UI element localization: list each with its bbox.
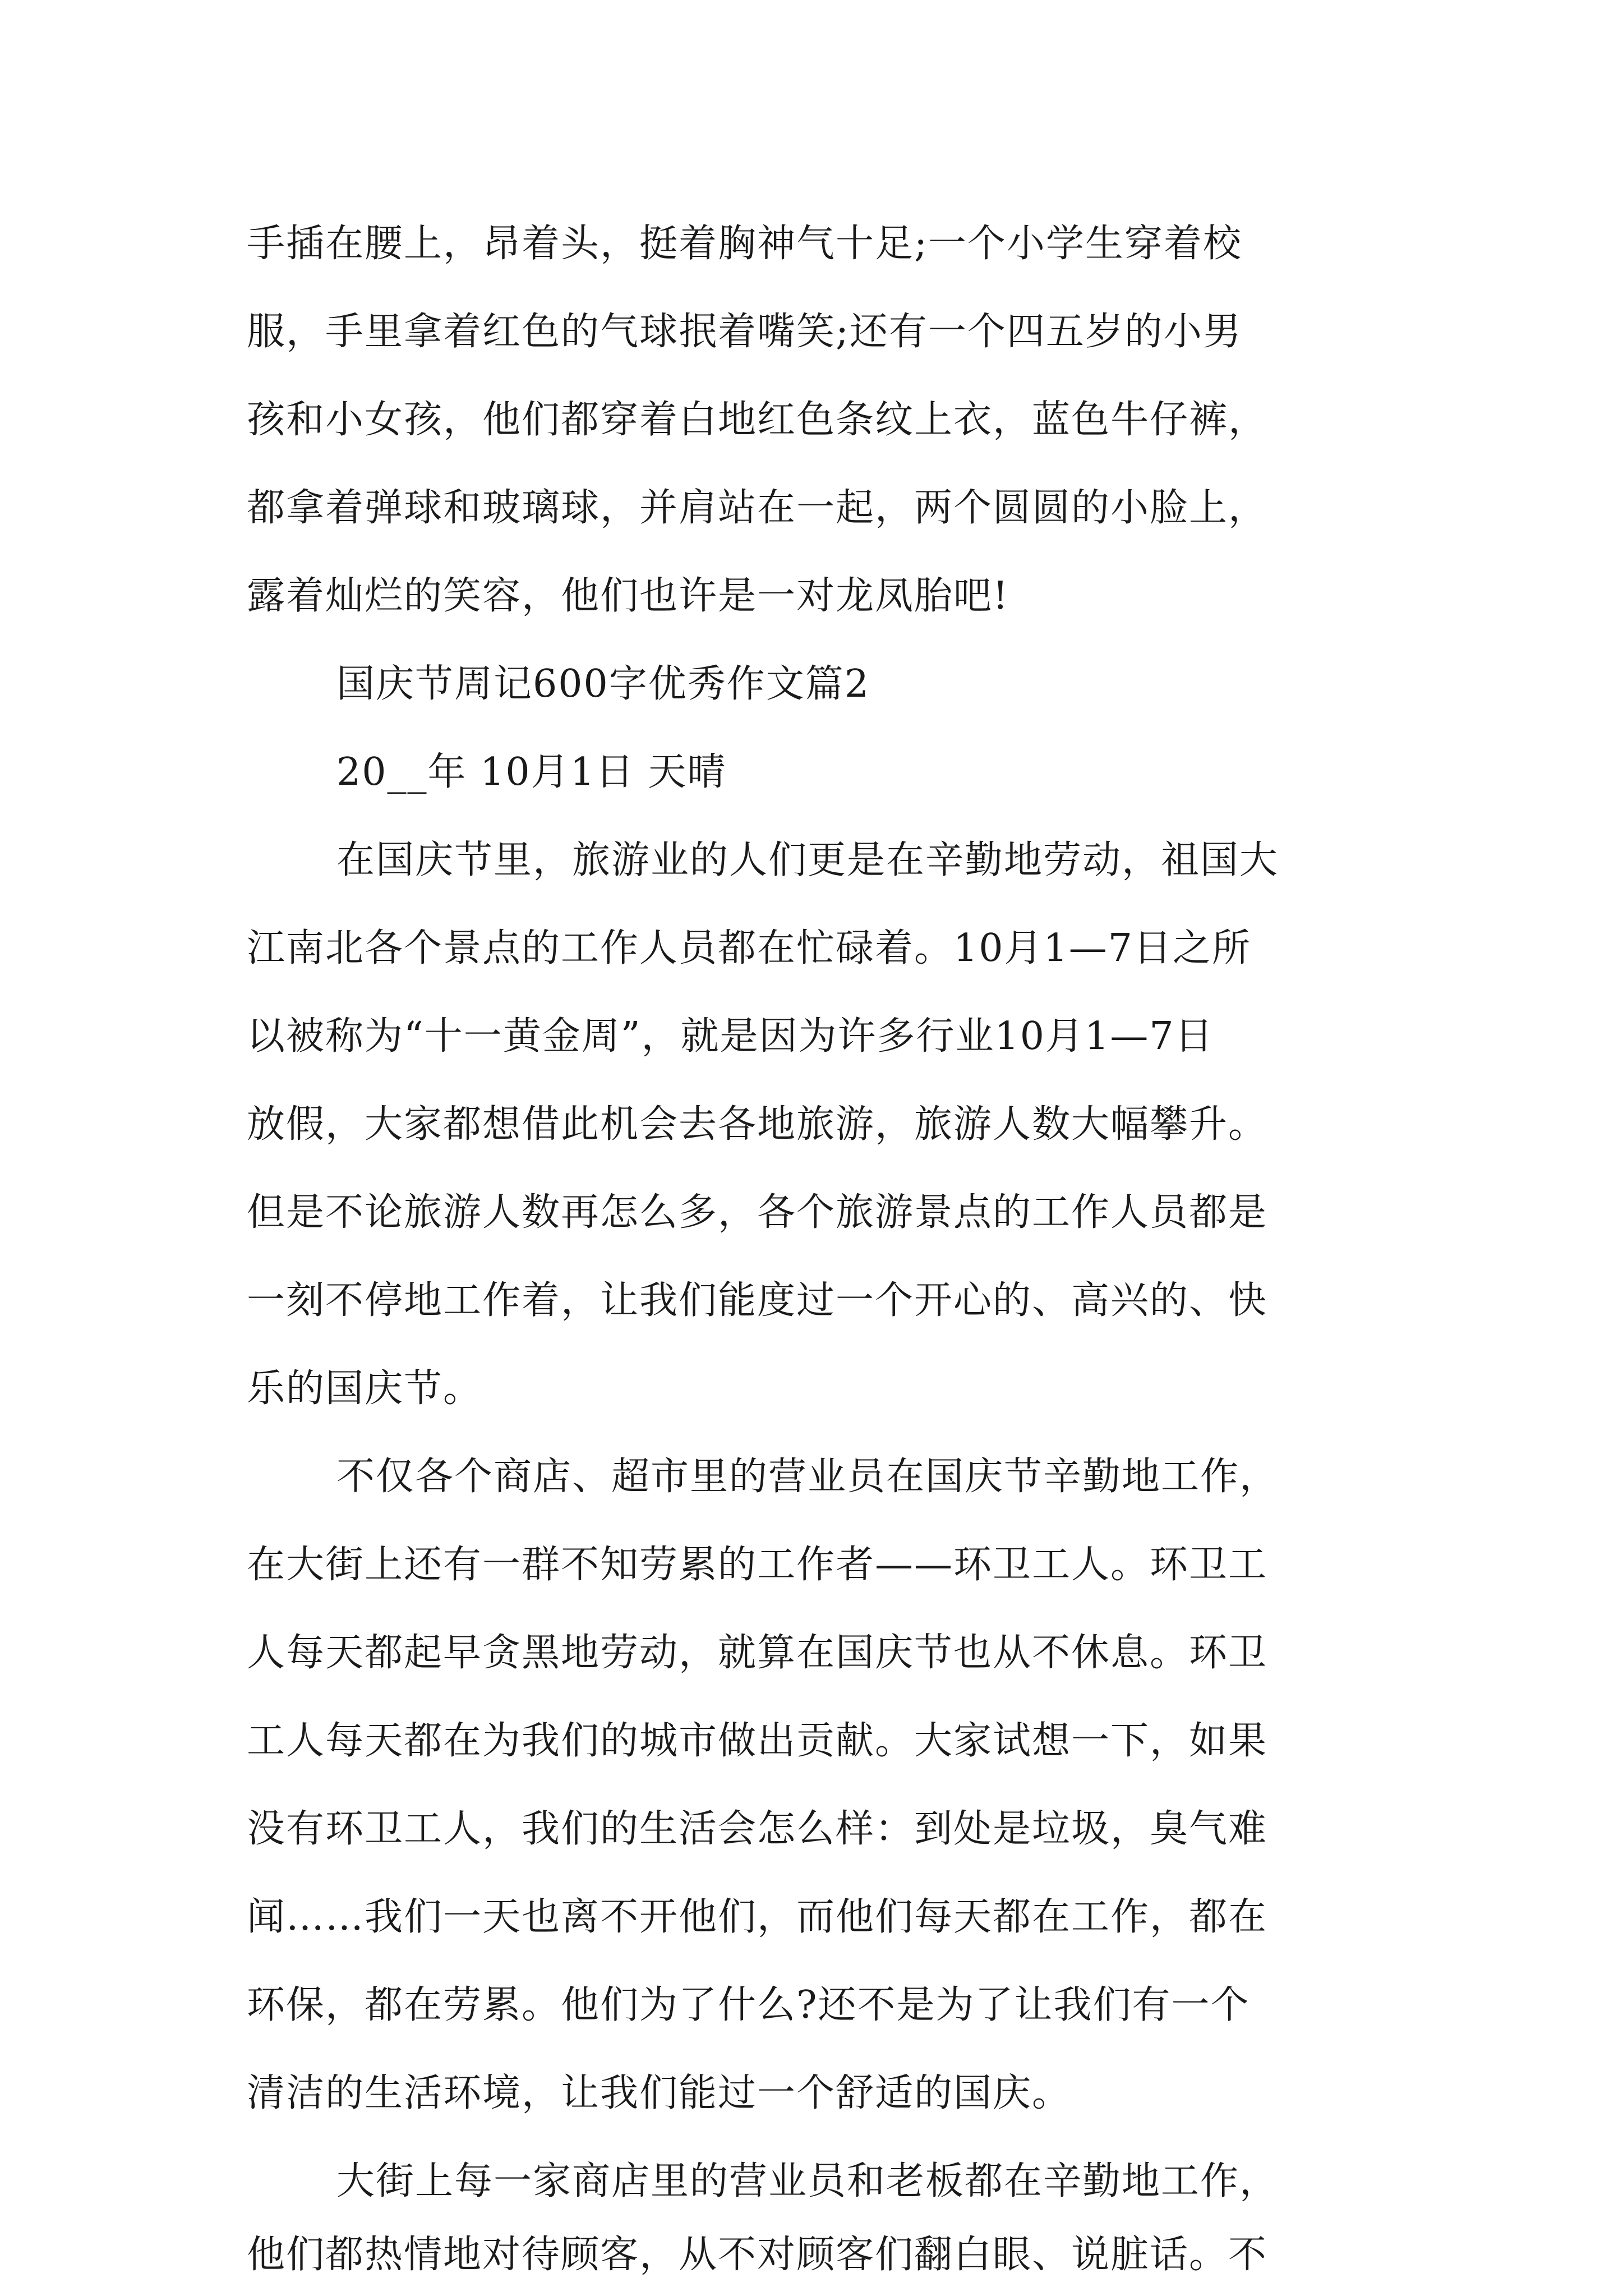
text-line: 都拿着弹球和玻璃球，并肩站在一起，两个圆圆的小脸上，	[247, 486, 1268, 530]
text-line: 他们都热情地对待顾客，从不对顾客们翻白眼、说脏话。不	[247, 2233, 1268, 2277]
text-line: 孩和小女孩，他们都穿着白地红色条纹上衣，蓝色牛仔裤，	[247, 398, 1268, 442]
text-line: 服，手里拿着红色的气球抿着嘴笑;还有一个四五岁的小男	[247, 310, 1242, 354]
text-line: 不仅各个商店、超市里的营业员在国庆节辛勤地工作，	[336, 1455, 1279, 1499]
text-line: 在大街上还有一群不知劳累的工作者——环卫工人。环卫工	[247, 1543, 1268, 1587]
text-line: 放假，大家都想借此机会去各地旅游，旅游人数大幅攀升。	[247, 1102, 1268, 1147]
section-heading: 国庆节周记600字优秀作文篇2	[336, 662, 870, 706]
text-line: 乐的国庆节。	[247, 1366, 483, 1411]
text-line: 露着灿烂的笑容，他们也许是一对龙凤胎吧!	[247, 574, 1009, 618]
text-line: 以被称为“十一黄金周”，就是因为许多行业10月1—7日	[247, 1014, 1214, 1059]
text-line: 人每天都起早贪黑地劳动，就算在国庆节也从不休息。环卫	[247, 1631, 1268, 1675]
text-line: 但是不论旅游人数再怎么多，各个旅游景点的工作人员都是	[247, 1190, 1268, 1235]
text-line: 环保，都在劳累。他们为了什么?还不是为了让我们有一个	[247, 1983, 1250, 2027]
text-line: 没有环卫工人，我们的生活会怎么样：到处是垃圾，臭气难	[247, 1807, 1268, 1851]
text-line: 在国庆节里，旅游业的人们更是在辛勤地劳动，祖国大	[336, 838, 1279, 882]
text-line: 工人每天都在为我们的城市做出贡献。大家试想一下，如果	[247, 1719, 1268, 1763]
text-line: 手插在腰上，昂着头，挺着胸神气十足;一个小学生穿着校	[247, 222, 1242, 266]
text-line: 清洁的生活环境，让我们能过一个舒适的国庆。	[247, 2071, 1072, 2115]
text-line: 大街上每一家商店里的营业员和老板都在辛勤地工作，	[336, 2159, 1279, 2203]
text-line: 闻……我们一天也离不开他们，而他们每天都在工作，都在	[247, 1895, 1268, 1939]
date-line: 20__年 10月1日 天晴	[336, 750, 727, 794]
text-line: 江南北各个景点的工作人员都在忙碌着。10月1—7日之所	[247, 926, 1252, 970]
text-line: 一刻不停地工作着，让我们能度过一个开心的、高兴的、快	[247, 1278, 1268, 1323]
